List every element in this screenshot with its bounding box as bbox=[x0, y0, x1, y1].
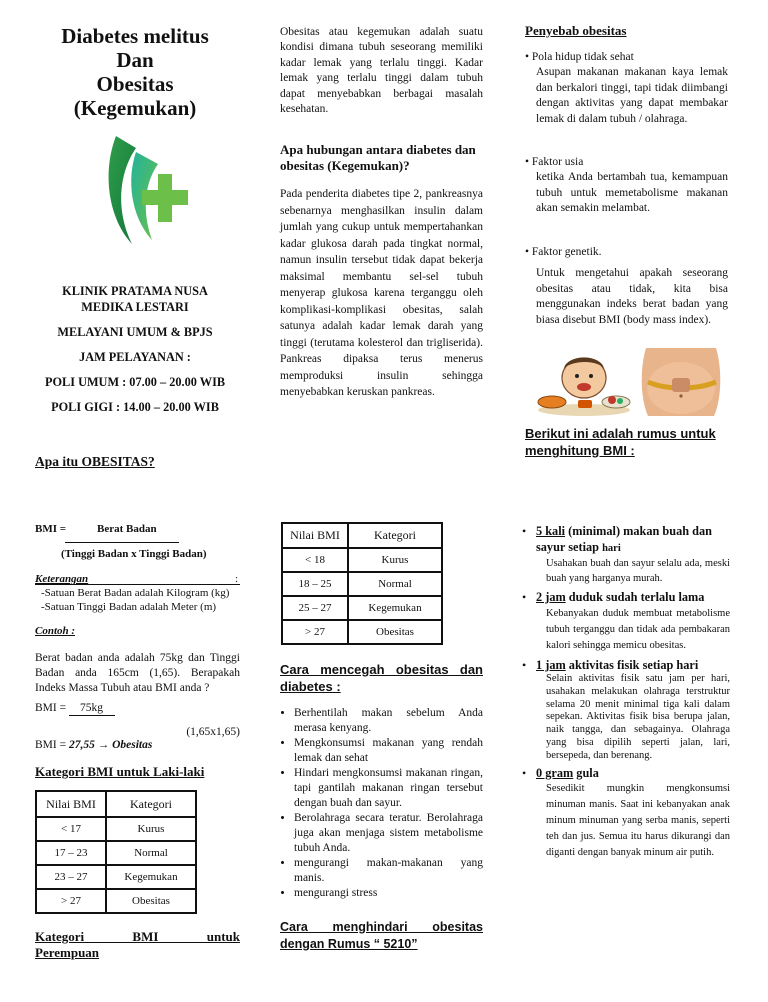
table-row bbox=[36, 865, 196, 889]
rule-number: 2 jam bbox=[536, 590, 566, 604]
list-item: • Berhentilah makan sebelum Anda merasa kenyang. bbox=[294, 706, 483, 736]
bmi-value-cell: 23 – 27 bbox=[36, 865, 106, 889]
calc-fraction-line bbox=[69, 715, 115, 716]
belly-measurement-illustration bbox=[640, 348, 722, 416]
category-cell: Kegemukan bbox=[348, 596, 442, 620]
male-bmi-table bbox=[35, 790, 197, 914]
list-item: • Berolahraga secara teratur. Berolahraga juga akan menjaga sistem metabolisme tubuh Anda. bbox=[294, 811, 483, 856]
bmi-value-cell: 17 – 23 bbox=[36, 841, 106, 865]
title-line: Diabetes melitus bbox=[61, 24, 209, 48]
table-header: Nilai BMI bbox=[36, 791, 106, 817]
bmi-value-cell: 18 – 25 bbox=[282, 572, 348, 596]
list-item bbox=[522, 590, 730, 654]
bmi-value-cell: < 18 bbox=[282, 548, 348, 572]
bmi-value-cell: 25 – 27 bbox=[282, 596, 348, 620]
bmi-result bbox=[35, 738, 152, 753]
calc-numerator: 75kg bbox=[80, 702, 103, 714]
title-line: Dan bbox=[116, 48, 154, 72]
table-row bbox=[282, 620, 442, 644]
cause-desc: Untuk mengetahui apakah seseorang obesitas atau tidak, kita bisa menggunakan indeks berat badan yang biasa disebut BMI (body mass index). bbox=[536, 267, 728, 326]
bmi-formula-label: BMI = bbox=[35, 523, 67, 535]
title-line: Obesitas bbox=[96, 72, 174, 96]
list-item bbox=[522, 524, 730, 586]
cause-item-lifestyle bbox=[525, 50, 728, 127]
rule-desc: Sesedikit mungkin mengkonsumsi minuman manis. Saat ini kebanyakan anak minum minuman yang serba manis, seperti teh dan jus. Semua itu harus dikurangi dan diganti dengan banyak minum air putih. bbox=[546, 783, 730, 859]
clinic-logo-cross-icon bbox=[106, 132, 202, 250]
brochure-title bbox=[40, 24, 230, 120]
list-item: • mengurangi makan-makanan yang manis. bbox=[294, 856, 483, 886]
category-cell: Normal bbox=[106, 841, 196, 865]
clinic-info bbox=[30, 283, 240, 415]
category-cell: Kegemukan bbox=[106, 865, 196, 889]
overeating-boy-illustration bbox=[534, 350, 634, 416]
cause-title: • Pola hidup tidak sehat bbox=[525, 51, 634, 63]
poli-umum-hours: POLI UMUM : 07.00 – 20.00 WIB bbox=[44, 375, 226, 389]
calc-denominator: (1,65x1,65) bbox=[186, 726, 240, 738]
obesity-intro: Obesitas atau kegemukan adalah suatu kondisi dimana tubuh seseorang memiliki kadar lemak yang terlalu tinggi. Kadar lemak yang terlalu tinggi dalam tubuh dapat menyebabkan berbagai masalah kesehatan. bbox=[280, 26, 483, 116]
result-value: 27,55 → Obesitas bbox=[68, 739, 153, 751]
table-row bbox=[36, 841, 196, 865]
cause-item-genetic bbox=[525, 245, 728, 328]
female-heading-line: Kategori BMI untuk bbox=[35, 929, 240, 944]
table-header: Kategori bbox=[106, 791, 196, 817]
rule-text: gula bbox=[573, 765, 599, 780]
clinic-name-line: KLINIK PRATAMA NUSA bbox=[62, 284, 208, 298]
bmi-calculation bbox=[35, 701, 240, 738]
rule-number: 1 jam bbox=[536, 657, 566, 672]
bmi-example-text: Berat badan anda adalah 75kg dan Tinggi Badan anda 165cm (1,65). Berapakah Indeks Massa Tubuh atau BMI anda ? bbox=[35, 652, 240, 694]
rule-desc: Kebanyakan duduk membuat metabolisme tubuh terganggu dan tidak ada pembakaran kalori sehingga memicu obesitas. bbox=[546, 607, 730, 651]
cause-heading: Penyebab obesitas bbox=[525, 23, 627, 38]
list-item: • mengurangi stress bbox=[294, 886, 483, 901]
category-cell: Obesitas bbox=[348, 620, 442, 644]
keterangan-heading: Keterangan bbox=[35, 573, 89, 585]
bmi-formula-denominator: (Tinggi Badan x Tinggi Badan) bbox=[61, 548, 207, 560]
keterangan-block bbox=[35, 572, 240, 614]
rule-number: 5 kali bbox=[536, 524, 566, 538]
list-item bbox=[522, 658, 730, 763]
category-cell: Normal bbox=[348, 572, 442, 596]
female-heading-line: Perempuan bbox=[35, 945, 100, 960]
cause-title: • Faktor usia bbox=[525, 156, 584, 168]
relation-text: Pada penderita diabetes tipe 2, pankreasnya sebenarnya menghasilkan insulin dalam jumlah yang cukup untuk mempertahankan kadar glukosa darah pada tingkat normal, namun insulin tersebut tidak dapat bekerja maksimal membantu sel-sel tubuh menyerap glukosa karena terganggu oleh komplikasi-komplikasi obesitas, salah satunya adalah kadar lemak darah yang tinggi (terutama kolesterol dan trigliserida). Pankreas dipaksa terus menerus memproduksi insulin sehingga menyebabkan keruskan pankreas. bbox=[280, 188, 483, 398]
prevent-heading: Cara mencegah obesitas dan diabetes : bbox=[280, 662, 483, 694]
relation-heading: Apa hubungan antara diabetes dan obesitas (Kegemukan)? bbox=[280, 142, 476, 173]
what-is-obesity-heading: Apa itu OBESITAS? bbox=[35, 454, 155, 469]
avoid-5210-heading: Cara menghindari obesitas dengan Rumus “ 5210” bbox=[280, 920, 483, 951]
table-row bbox=[36, 889, 196, 913]
rule-number: 0 gram bbox=[536, 765, 574, 780]
rule-desc: Usahakan buah dan sayur selalu ada, meski buah yang harganya murah. bbox=[546, 558, 730, 584]
female-bmi-heading bbox=[35, 929, 240, 961]
rule-text: (minimal) makan buah dan sayur setiap bbox=[536, 524, 712, 554]
keterangan-note: -Satuan Berat Badan adalah Kilogram (kg) bbox=[41, 587, 230, 599]
table-row bbox=[36, 817, 196, 841]
list-item: • Mengkonsumsi makanan yang rendah lemak dan sehat bbox=[294, 736, 483, 766]
female-bmi-table bbox=[281, 522, 443, 645]
category-cell: Kurus bbox=[348, 548, 442, 572]
title-line: (Kegemukan) bbox=[73, 96, 197, 120]
cause-desc: ketika Anda bertambah tua, kemampuan tubuh untuk memetabolisme makanan akan semakin melambat. bbox=[536, 171, 728, 214]
bmi-formula-numerator: Berat Badan bbox=[97, 523, 157, 535]
bmi-formula-heading: Berikut ini adalah rumus untuk menghitung BMI : bbox=[525, 426, 716, 458]
bullet-icon: • bbox=[522, 590, 527, 604]
bmi-formula bbox=[35, 523, 245, 560]
table-header: Kategori bbox=[348, 523, 442, 548]
bullet-icon: • bbox=[522, 765, 527, 780]
table-header: Nilai BMI bbox=[282, 523, 348, 548]
cause-desc: Asupan makanan makanan kaya lemak dan berkalori tinggi, tapi tidak diimbangi dengan aktivitas yang dapat membakar lemak di dalam tubuh / olahraga. bbox=[536, 66, 728, 125]
service-text: MELAYANI UMUM & BPJS bbox=[57, 325, 213, 339]
male-bmi-heading: Kategori BMI untuk Laki-laki bbox=[35, 764, 205, 779]
bullet-icon: • bbox=[522, 524, 527, 538]
rule-desc: Selain aktivitas fisik satu jam per hari, usahakan melakukan olahraga terstruktur selama 20 menit minimal tiga kali dalam sepekan. Aktivitas fisik bisa berupa jalan, naik tangga, dan sebagainya. Olahraga yang bisa dipilih seperti jalan, lari, bersepeda, dan berenang. bbox=[546, 673, 730, 761]
cause-title: • Faktor genetik. bbox=[525, 246, 602, 258]
fraction-line bbox=[65, 542, 179, 543]
category-cell: Kurus bbox=[106, 817, 196, 841]
table-row bbox=[282, 548, 442, 572]
contoh-heading: Contoh : bbox=[35, 625, 76, 637]
rule-text-tail: hari bbox=[602, 542, 621, 554]
bmi-value-cell: < 17 bbox=[36, 817, 106, 841]
clinic-name-line: MEDIKA LESTARI bbox=[81, 300, 189, 314]
bmi-value-cell: > 27 bbox=[282, 620, 348, 644]
list-item bbox=[522, 766, 730, 862]
list-item: • Hindari mengkonsumsi makanan ringan, tapi gantilah makanan ringan tersebut dengan buah dan sayur. bbox=[294, 766, 483, 811]
category-cell: Obesitas bbox=[106, 889, 196, 913]
bmi-value-cell: > 27 bbox=[36, 889, 106, 913]
keterangan-colon: : bbox=[234, 573, 238, 585]
cause-item-age bbox=[525, 155, 728, 217]
prevent-list bbox=[280, 706, 483, 901]
rule-5210-list bbox=[522, 524, 730, 861]
result-label: BMI = bbox=[35, 739, 69, 751]
rule-text: duduk sudah terlalu lama bbox=[565, 590, 705, 604]
keterangan-underline bbox=[35, 584, 240, 585]
keterangan-note: -Satuan Tinggi Badan adalah Meter (m) bbox=[41, 601, 217, 613]
calc-label: BMI = bbox=[35, 702, 67, 714]
rule-text: aktivitas fisik setiap hari bbox=[565, 657, 699, 672]
poli-gigi-hours: POLI GIGI : 14.00 – 20.00 WIB bbox=[51, 400, 219, 414]
hours-title: JAM PELAYANAN : bbox=[79, 350, 191, 364]
table-row bbox=[282, 596, 442, 620]
table-row bbox=[282, 572, 442, 596]
bullet-icon: • bbox=[522, 657, 527, 672]
